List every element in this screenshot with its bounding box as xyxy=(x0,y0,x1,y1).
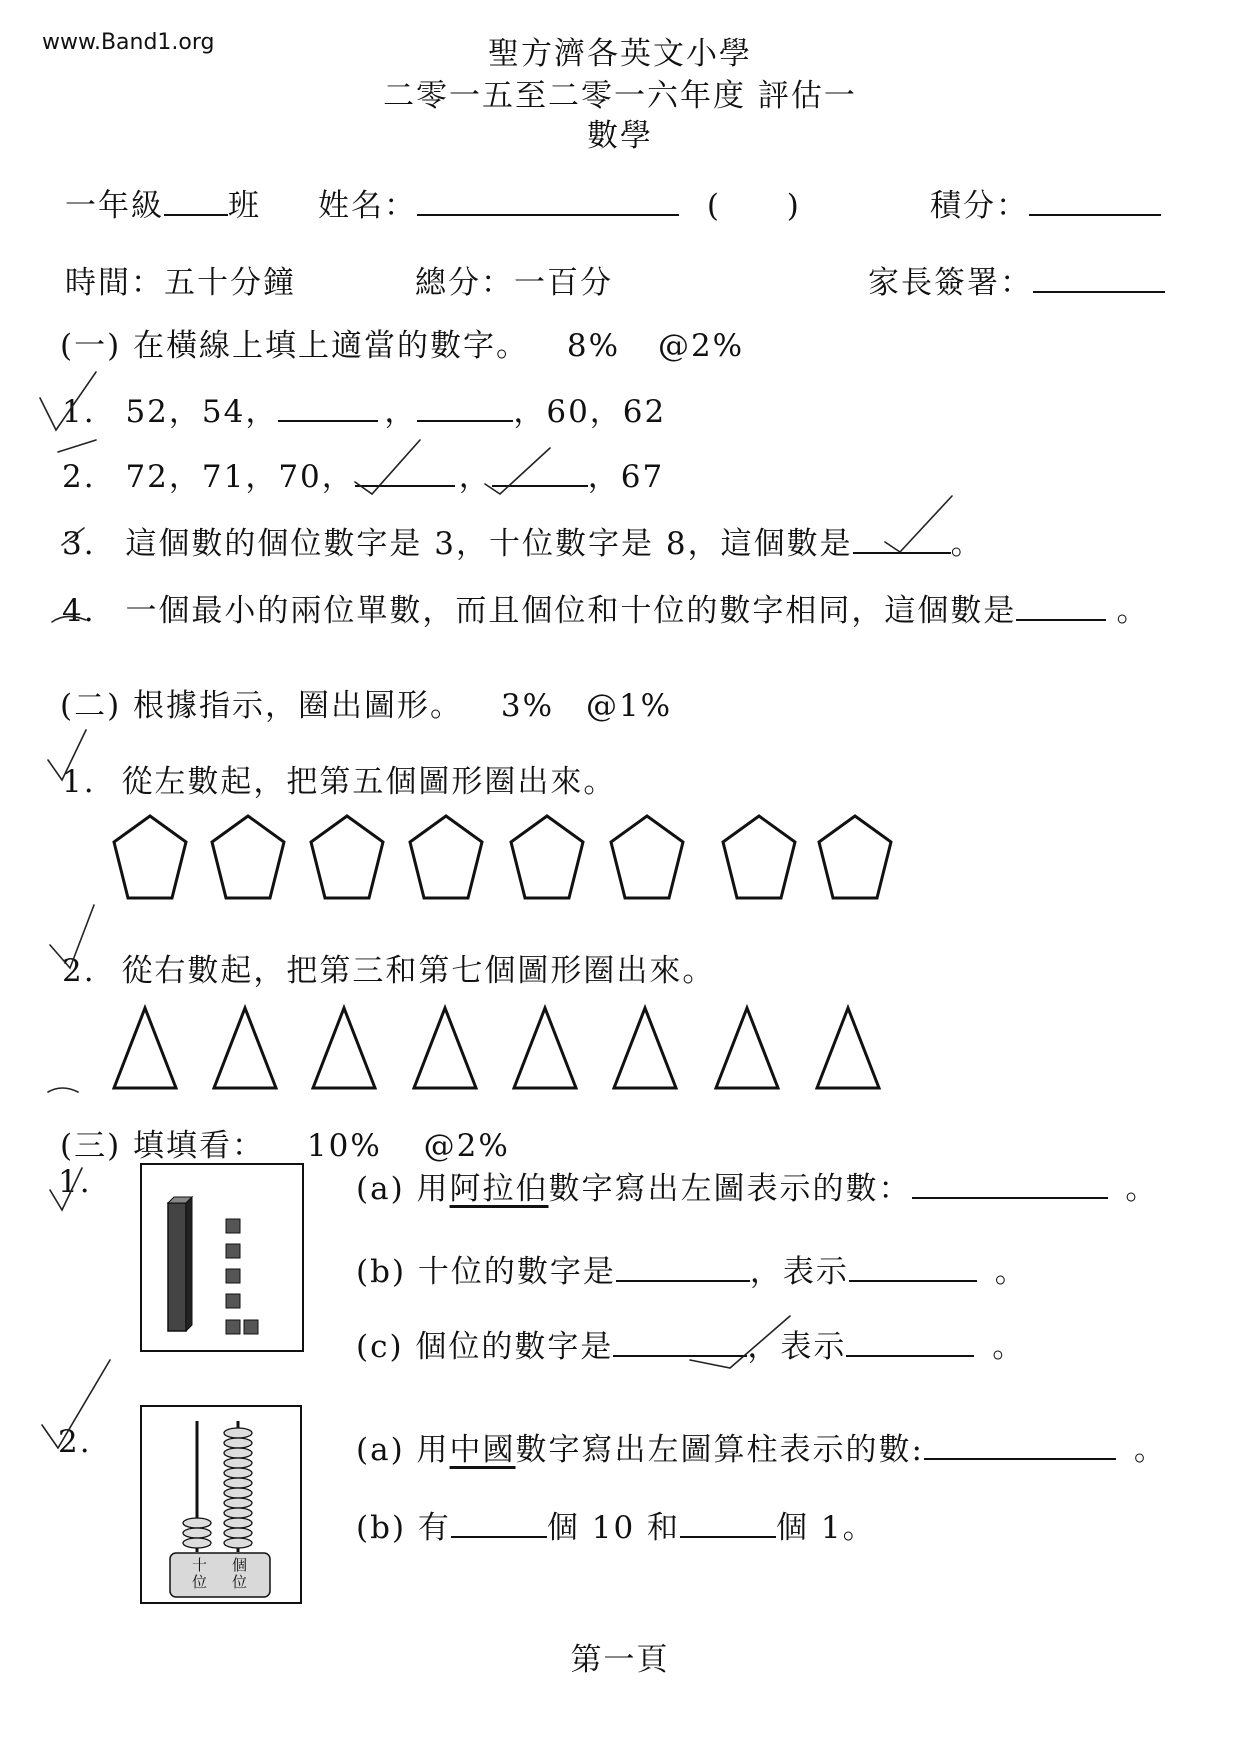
section3-marks: 10% xyxy=(306,1128,382,1164)
s1-q4-end: 。 xyxy=(1116,593,1150,629)
s3-q2-number: 2. xyxy=(58,1424,92,1460)
s2-q1-text: 從左數起，把第五個圖形圈出來。 xyxy=(121,764,617,800)
s3-q1-c-pre: (c) 個位的數字是 xyxy=(356,1329,614,1365)
s3-q2-b-pre: (b) 有 xyxy=(356,1510,451,1546)
s3-q2-b-post: 個 1。 xyxy=(776,1510,876,1546)
s3-q2-a-underlined: 中國 xyxy=(449,1432,516,1468)
tick-mark-s1q3-blank xyxy=(885,496,952,552)
tick-mark-s2q2 xyxy=(50,905,94,968)
section1-marks: 8% xyxy=(566,328,621,364)
s1-q1-number: 1. xyxy=(62,394,96,430)
s3-q1-b-mid: ，表示 xyxy=(749,1254,849,1290)
tick-mark-s1q2-blank-2 xyxy=(485,448,550,494)
s1-q2-part-b: ， xyxy=(458,459,492,495)
school-name: 聖方濟各英文小學 xyxy=(488,36,752,72)
s3-q1-a-end: 。 xyxy=(1125,1171,1159,1207)
tick-mark-s1q1 xyxy=(40,372,96,430)
tick-mark-s3q1-blank xyxy=(690,1316,790,1368)
s3-q2-a-end: 。 xyxy=(1133,1432,1167,1468)
s2-q2-number: 2. xyxy=(62,953,96,989)
s1-q2-part-c: ，67 xyxy=(587,459,665,495)
class-label: 班 xyxy=(228,188,261,224)
s1-q2-number: 2. xyxy=(62,459,96,495)
s1-q3-text: 這個數的個位數字是 3，十位數字是 8，這個數是 xyxy=(125,526,853,562)
s3-q2-a-pre: (a) 用 xyxy=(356,1432,450,1468)
section3-heading: (三) 填填看： xyxy=(60,1128,266,1164)
s1-q3-number: 3. xyxy=(62,526,96,562)
s1-q1-part-c: ，60，62 xyxy=(513,394,667,430)
section1-each: @2% xyxy=(657,328,745,364)
s2-q2-text: 從右數起，把第三和第七個圖形圈出來。 xyxy=(121,953,716,989)
total-label: 總分：一百分 xyxy=(415,265,613,301)
section1-heading: (一) 在橫線上填上適當的數字。 xyxy=(60,328,530,364)
s1-q3-end: 。 xyxy=(950,526,984,562)
watermark: www.Band1.org xyxy=(42,30,215,55)
s3-q1-a-post: 數字寫出左圖表示的數： xyxy=(548,1171,912,1207)
section2-heading: (二) 根據指示，圈出圖形。 xyxy=(60,688,464,724)
page-number: 第一頁 xyxy=(570,1642,670,1678)
section2-marks: 3% xyxy=(500,688,555,724)
tick-mark-s1q3 xyxy=(62,528,84,545)
section3-each: @2% xyxy=(423,1128,510,1164)
tick-mark-s3q2 xyxy=(42,1360,110,1448)
s3-q1-c-mid: ，表示 xyxy=(747,1329,847,1365)
s2-q1-number: 1. xyxy=(62,764,96,800)
abacus-tens-char-2: 位 xyxy=(192,1573,208,1591)
section2-each: @1% xyxy=(585,688,673,724)
class-number-open: ( xyxy=(706,188,721,224)
s3-q2-a-post: 數字寫出左圖算柱表示的數: xyxy=(515,1432,924,1468)
subject-title: 數學 xyxy=(587,118,653,154)
s1-q1-part-a: 52，54， xyxy=(125,394,279,430)
abacus-tens-char-1: 十 xyxy=(192,1556,208,1574)
assessment-term: 二零一五至二零一六年度 評估一 xyxy=(383,78,857,114)
s1-q1-part-b: ， xyxy=(384,394,418,430)
tick-mark-s2q1 xyxy=(48,730,86,780)
tick-mark-s1q2 xyxy=(58,440,96,452)
s1-q4-number: 4. xyxy=(62,593,96,629)
tick-mark-s1q2-blank-1 xyxy=(355,440,420,494)
s3-q1-b-pre: (b) 十位的數字是 xyxy=(356,1254,616,1290)
class-number-close: ) xyxy=(786,188,801,224)
grade-label: 一年級 xyxy=(65,188,164,224)
s3-q2-b-mid: 個 10 和 xyxy=(546,1510,681,1546)
s1-q2-part-a: 72，71，70， xyxy=(125,459,355,495)
name-label: 姓名： xyxy=(318,188,417,224)
s3-q1-b-end: 。 xyxy=(994,1254,1028,1290)
parent-signature-label: 家長簽署： xyxy=(868,265,1033,301)
tick-mark-s3q1 xyxy=(50,1168,82,1210)
abacus-ones-char-1: 個 xyxy=(232,1556,248,1574)
s3-q1-c-end: 。 xyxy=(992,1329,1026,1365)
tick-mark-s1q4 xyxy=(52,616,86,622)
s3-q1-a-pre: (a) 用 xyxy=(356,1171,450,1207)
s1-q4-text: 一個最小的兩位單數，而且個位和十位的數字相同，這個數是 xyxy=(125,593,1017,629)
s3-q1-a-underlined: 阿拉伯 xyxy=(449,1171,549,1207)
abacus-ones-char-2: 位 xyxy=(232,1573,248,1591)
time-label: 時間：五十分鐘 xyxy=(65,265,296,301)
s3-q1-number: 1. xyxy=(58,1164,92,1200)
tick-mark-s3 xyxy=(48,1088,78,1092)
score-label: 積分： xyxy=(930,188,1029,224)
